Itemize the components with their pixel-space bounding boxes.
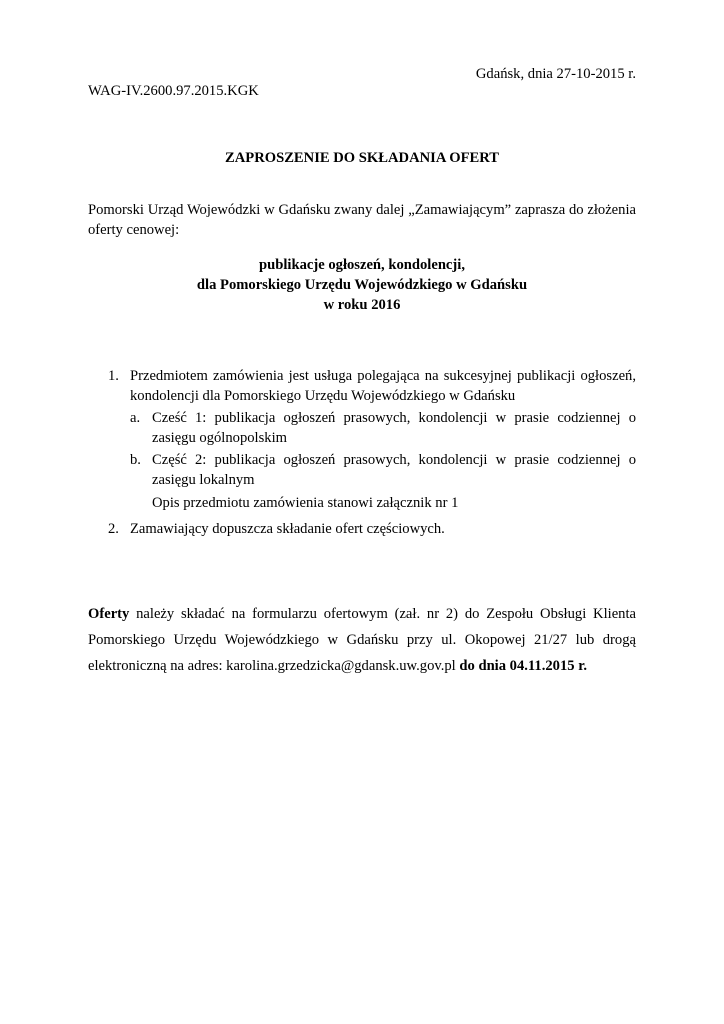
list-item — [88, 366, 636, 513]
offers-line-2: Pomorskiego Urzędu Wojewódzkiego w Gdańsku przy ul. Okopowej 21/27 lub drogą — [88, 632, 636, 648]
offers-paragraph — [88, 601, 636, 679]
offers-line-3 — [88, 653, 636, 679]
list-item-text: Zamawiający dopuszcza składanie ofert częściowych. — [130, 521, 445, 537]
sublist-item-text: Cześć 1: publikacja ogłoszeń prasowych, kondolencji w prasie codziennej o zasięgu ogólnopolskim — [152, 410, 636, 446]
offers-deadline: do dnia 04.11.2015 r. — [459, 658, 587, 674]
sublist-item-letter: a. — [130, 410, 141, 426]
sublist-item — [130, 408, 636, 448]
list-item-text: Przedmiotem zamówienia jest usługa polegająca na sukcesyjnej publikacji ogłoszeń, kondolencji dla Pomorskiego Urzędu Wojewódzkiego w Gdańsku — [130, 368, 636, 404]
reference-number: WAG-IV.2600.97.2015.KGK — [88, 83, 259, 99]
item-note: Opis przedmiotu zamówienia stanowi załącznik nr 1 — [152, 495, 459, 511]
offers-line-1-text: należy składać na formularzu ofertowym (zał. nr 2) do Zespołu Obsługi Klienta — [129, 606, 636, 622]
offers-email-text: elektroniczną na adres: karolina.grzedzicka@gdansk.uw.gov.pl — [88, 658, 460, 674]
subject-block — [88, 255, 636, 315]
sublist-item — [130, 450, 636, 490]
sublist-item-letter: b. — [130, 452, 141, 468]
offers-lead: Oferty — [88, 606, 130, 622]
document-title: ZAPROSZENIE DO SKŁADANIA OFERT — [225, 150, 499, 166]
list-item-number: 2. — [108, 521, 119, 537]
date-line: Gdańsk, dnia 27-10-2015 r. — [475, 66, 636, 82]
numbered-list — [88, 366, 636, 539]
subject-line-1: publikacje ogłoszeń, kondolencji, — [259, 257, 465, 273]
subject-line-3: w roku 2016 — [323, 297, 401, 313]
offers-line-1 — [88, 601, 636, 627]
list-item — [88, 519, 636, 539]
subject-line-2: dla Pomorskiego Urzędu Wojewódzkiego w Gdańsku — [196, 277, 528, 293]
sublist-item-text: Część 2: publikacja ogłoszeń prasowych, kondolencji w prasie codziennej o zasięgu lokalnym — [152, 452, 636, 488]
intro-paragraph: Pomorski Urząd Wojewódzki w Gdańsku zwany dalej „Zamawiającym” zaprasza do złożenia oferty cenowej: — [88, 202, 636, 238]
list-item-number: 1. — [108, 368, 119, 384]
